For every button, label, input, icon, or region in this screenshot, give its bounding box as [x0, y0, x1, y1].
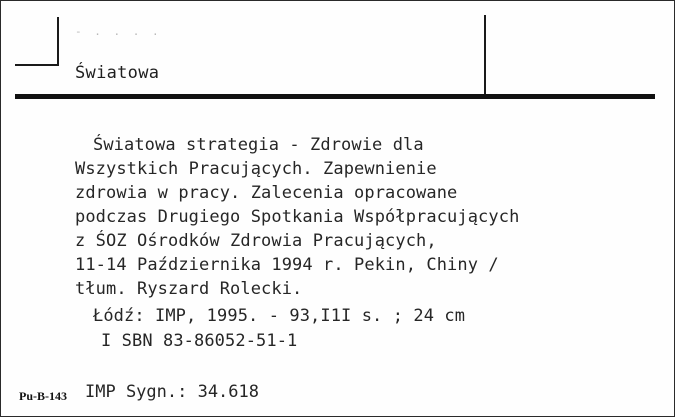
vertical-rule	[484, 15, 486, 95]
publication-line: Łódź: IMP, 1995. - 93,I1I s. ; 24 cm	[93, 306, 466, 326]
entry-line-3: zdrowia w pracy. Zalecenia opracowane	[75, 183, 458, 203]
faint-text: - . . . .	[75, 25, 162, 38]
entry-line-7: tłum. Ryszard Rolecki.	[75, 279, 303, 299]
isbn-line: I SBN 83-86052-51-1	[101, 331, 298, 351]
entry-line-1: Światowa strategia - Zdrowie dla	[93, 135, 424, 155]
entry-line-6: 11-14 Października 1994 r. Pekin, Chiny /	[75, 255, 499, 275]
card-heading: Światowa	[75, 63, 160, 83]
entry-line-4: podczas Drugiego Spotkania Współpracujących	[75, 207, 520, 227]
corner-mark-horizontal	[15, 64, 59, 66]
entry-line-5: z ŚOZ Ośrodków Zdrowia Pracujących,	[75, 231, 437, 251]
call-number-prefix: Pu-B-143	[19, 389, 67, 403]
horizontal-rule	[15, 94, 655, 99]
entry-line-2: Wszystkich Pracujących. Zapewnienie	[75, 159, 437, 179]
corner-mark-vertical	[57, 17, 59, 66]
call-number: IMP Sygn.: 34.618	[85, 382, 259, 402]
